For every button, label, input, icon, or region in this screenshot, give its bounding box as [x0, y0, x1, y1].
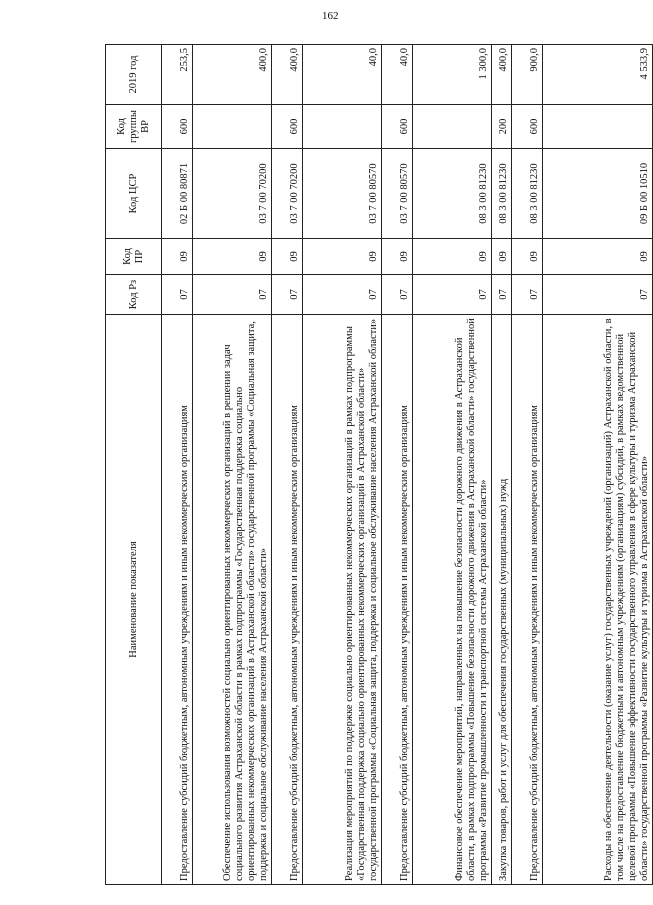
header-rz: Код Рз [106, 275, 162, 315]
table-row [303, 45, 382, 885]
cell-rz: 07 [491, 275, 511, 315]
cell-name: Предоставление субсидий бюджетным, автономным учреждениям и иным некоммерческим организациям [511, 315, 542, 885]
cell-pr: 09 [193, 239, 272, 275]
cell-pr: 09 [511, 239, 542, 275]
cell-rz: 07 [162, 275, 193, 315]
cell-name: Предоставление субсидий бюджетным, автономным учреждениям и иным некоммерческим организациям [162, 315, 193, 885]
cell-rz: 07 [413, 275, 492, 315]
table-row [162, 45, 193, 885]
cell-pr: 09 [271, 239, 302, 275]
cell-pr: 09 [413, 239, 492, 275]
table-row [381, 45, 412, 885]
cell-vr [303, 105, 382, 149]
page-number: 162 [322, 10, 339, 22]
cell-rz: 07 [381, 275, 412, 315]
cell-csr: 08 3 00 81230 [511, 149, 542, 239]
cell-pr: 09 [303, 239, 382, 275]
cell-vr: 600 [381, 105, 412, 149]
cell-value: 4 533,9 [542, 45, 652, 105]
cell-csr: 03 7 00 80570 [381, 149, 412, 239]
cell-value: 40,0 [303, 45, 382, 105]
cell-vr: 600 [162, 105, 193, 149]
cell-csr: 09 Б 00 10510 [542, 149, 652, 239]
table-row [413, 45, 492, 885]
cell-value: 400,0 [271, 45, 302, 105]
cell-vr [413, 105, 492, 149]
cell-pr: 09 [542, 239, 652, 275]
table-row [511, 45, 542, 885]
cell-name: Закупка товаров, работ и услуг для обеспечения государственных (муниципальных) нужд [491, 315, 511, 885]
cell-csr: 03 7 00 70200 [271, 149, 302, 239]
cell-vr [193, 105, 272, 149]
cell-pr: 09 [381, 239, 412, 275]
cell-value: 400,0 [193, 45, 272, 105]
cell-rz: 07 [542, 275, 652, 315]
cell-pr: 09 [491, 239, 511, 275]
cell-rz: 07 [193, 275, 272, 315]
table-row [542, 45, 652, 885]
cell-value: 1 300,0 [413, 45, 492, 105]
cell-value: 40,0 [381, 45, 412, 105]
cell-rz: 07 [303, 275, 382, 315]
cell-value: 400,0 [491, 45, 511, 105]
cell-vr [542, 105, 652, 149]
cell-value: 253,5 [162, 45, 193, 105]
header-year: 2019 год [106, 45, 162, 105]
cell-csr: 08 3 00 81230 [413, 149, 492, 239]
rotated-table-container [105, 45, 653, 885]
header-csr: Код ЦСР [106, 149, 162, 239]
budget-table [105, 44, 653, 885]
header-vr: Код группы ВР [106, 105, 162, 149]
cell-rz: 07 [271, 275, 302, 315]
cell-vr: 600 [511, 105, 542, 149]
table-body [162, 45, 653, 885]
cell-name: Предоставление субсидий бюджетным, автономным учреждениям и иным некоммерческим организациям [381, 315, 412, 885]
cell-name: Обеспечение использования возможностей социально ориентированных некоммерческих организаций в решении задач социального развития Астраханской области в рамках подпрограммы «Государственная поддержка социально ориентированных некоммерческих организаций в Астраханской области» государственной программы «Социальная защита, поддержка и социальное обслуживание населения Астраханской области» [193, 315, 272, 885]
cell-vr: 600 [271, 105, 302, 149]
cell-name: Предоставление субсидий бюджетным, автономным учреждениям и иным некоммерческим организациям [271, 315, 302, 885]
cell-name: Расходы на обеспечение деятельности (оказание услуг) государственных учреждений (организаций) Астраханской области, в том числе на предоставление бюджетным и автономным учреждениям (организациям) субсидий, в рамках ведомственной целевой программы «Повышение эффективности государственного управления в сфере культуры и туризма Астраханской области» государственной программы «Развитие культуры и туризма в Астраханской области» [542, 315, 652, 885]
cell-csr: 03 7 00 80570 [303, 149, 382, 239]
table-row [271, 45, 302, 885]
table-header-row [106, 45, 162, 885]
cell-csr: 03 7 00 70200 [193, 149, 272, 239]
table-row [193, 45, 272, 885]
cell-csr: 08 3 00 81230 [491, 149, 511, 239]
cell-vr: 200 [491, 105, 511, 149]
cell-pr: 09 [162, 239, 193, 275]
cell-csr: 02 Б 00 80871 [162, 149, 193, 239]
cell-rz: 07 [511, 275, 542, 315]
header-name: Наименование показателя [106, 315, 162, 885]
table-row [491, 45, 511, 885]
cell-value: 900,0 [511, 45, 542, 105]
cell-name: Финансовое обеспечение мероприятий, направленных на повышение безопасности дорожного движения в Астраханской области, в рамках подпрограммы «Повышение безопасности дорожного движения в Астраханской области» государственной программы «Развитие промышленности и транспортной системы Астраханской области» [413, 315, 492, 885]
header-pr: Код ПР [106, 239, 162, 275]
cell-name: Реализация мероприятий по поддержке социально ориентированных некоммерческих организаций в рамках подпрограммы «Государственная поддержка социально ориентированных некоммерческих организаций в Астраханской области» государственной программы «Социальная защита, поддержка и социальное обслуживание населения Астраханской области» [303, 315, 382, 885]
